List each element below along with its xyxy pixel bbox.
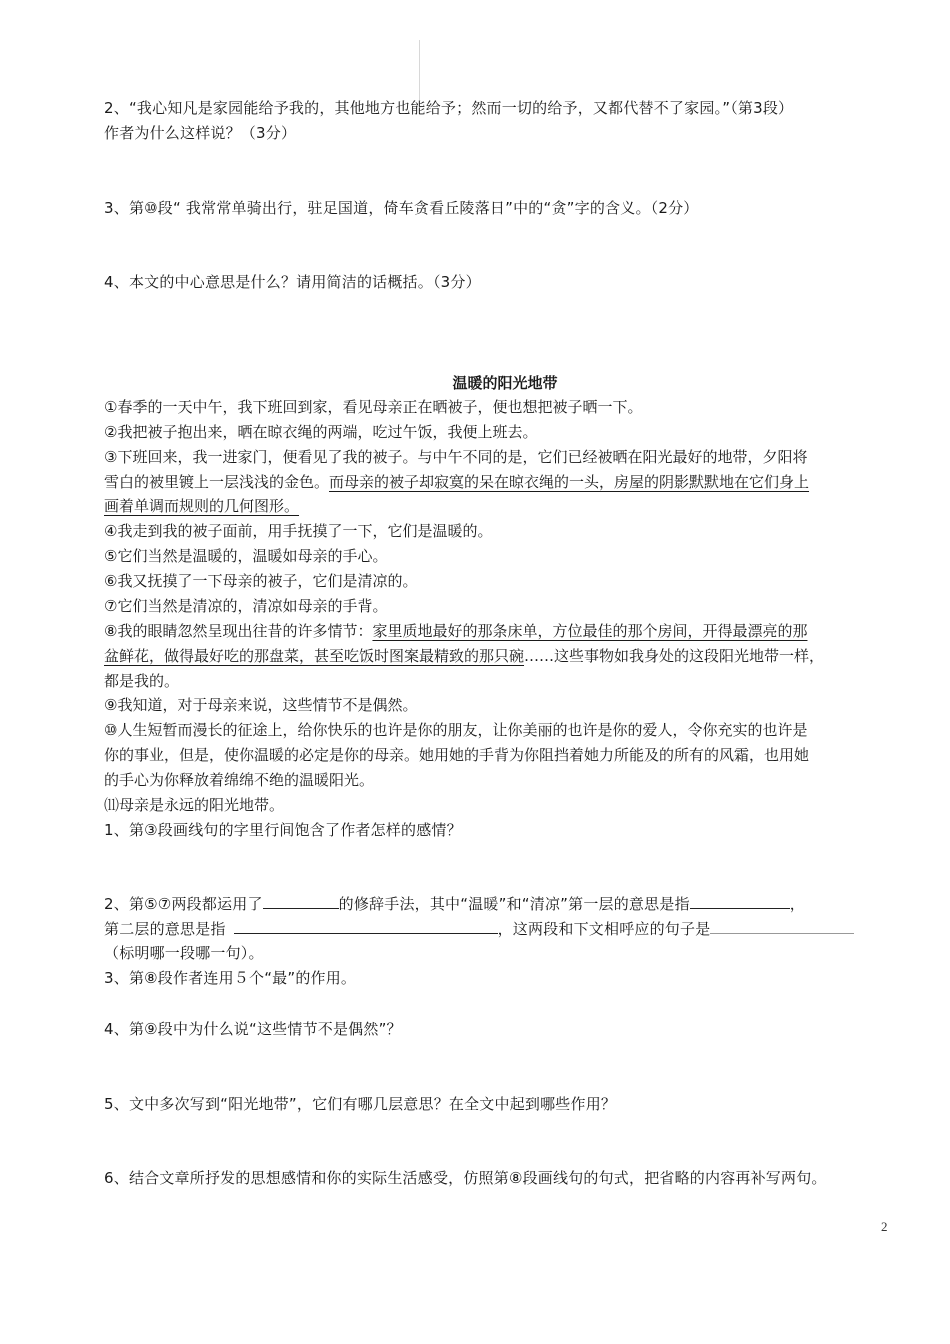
q2-text-d: 第二层的意思是指	[104, 920, 226, 938]
question-2-line-1: 2、“我心知凡是家园能给予我的，其他地方也能给予；然而一切的给予，又都代替不了家园。”（第3段）	[104, 99, 794, 117]
paragraph-2: ②我把被子抱出来，晒在晾衣绳的两端，吃过午饭，我便上班去。	[104, 423, 538, 441]
paragraph-3-text: 雪白的被里镀上一层浅浅的金色。	[104, 473, 330, 491]
page-number: 2	[881, 1219, 888, 1234]
paragraph-5: ⑤它们当然是温暖的，温暖如母亲的手心。	[104, 547, 388, 565]
article-question-4: 4、第⑨段中为什么说“这些情节不是偶然”？	[104, 1020, 402, 1038]
paragraph-6: ⑥我又抚摸了一下母亲的被子，它们是清凉的。	[104, 572, 418, 590]
paragraph-8-underlined-sentence-end: 盆鲜花，做得最好吃的那盘菜，甚至吃饭时图案最精致的那只碗	[104, 647, 525, 665]
paragraph-3-line-1: ③下班回来，我一进家门，便看见了我的被子。与中午不同的是，它们已经被晒在阳光最好的地带，夕阳将	[104, 448, 808, 466]
article-question-3: 3、第⑧段作者连用５个“最”的作用。	[104, 969, 357, 987]
paragraph-3-underlined-sentence-end: 画着单调而规则的几何图形。	[104, 497, 300, 515]
q2-text-a: 2、第⑤⑦两段都运用了	[104, 895, 263, 913]
paragraph-8-line-1	[104, 620, 896, 642]
article-question-2-line-2	[104, 918, 896, 940]
paragraph-10-line-3: 的手心为你释放着绵绵不绝的温暖阳光。	[104, 771, 375, 789]
paragraph-4: ④我走到我的被子面前，用手抚摸了一下，它们是温暖的。	[104, 522, 493, 540]
paragraph-9: ⑨我知道，对于母亲来说，这些情节不是偶然。	[104, 696, 418, 714]
q2-text-e: ，这两段和下文相呼应的句子是	[497, 920, 711, 938]
article-question-2-line-3: （标明哪一段哪一句）。	[104, 944, 264, 962]
fold-line	[419, 40, 420, 100]
article-question-6: 6、结合文章所抒发的思想感情和你的实际生活感受，仿照第⑧段画线句的句式，把省略的内容再补写两句。	[104, 1169, 827, 1187]
question-3: 3、第⑩段“ 我常常单骑出行，驻足国道，倚车贪看丘陵落日”中的“贪”字的含义。（2分）	[104, 199, 699, 217]
paragraph-8-text: ⑧我的眼睛忽然呈现出往昔的许多情节：	[104, 622, 373, 640]
article-question-5: 5、文中多次写到“阳光地带”，它们有哪几层意思？在全文中起到哪些作用？	[104, 1095, 617, 1113]
q2-text-c: ，	[789, 895, 805, 913]
paragraph-10-line-1: ⑩人生短暂而漫长的征途上，给你快乐的也许是你的朋友，让你美丽的也许是你的爱人，令你充实的也许是	[104, 721, 808, 739]
paragraph-8-line-2	[104, 645, 896, 667]
q2-text-b: 的修辞手法，其中“温暖”和“清凉”第一层的意思是指	[338, 895, 690, 913]
paragraph-7: ⑦它们当然是清凉的，清凉如母亲的手背。	[104, 597, 388, 615]
paragraph-11: ⑾母亲是永远的阳光地带。	[104, 796, 285, 814]
article-question-2-line-1	[104, 893, 896, 915]
paragraph-8-underlined-sentence: 家里质地最好的那条床单，方位最佳的那个房间，开得最漂亮的那	[372, 622, 808, 640]
paragraph-1: ①春季的一天中午，我下班回到家，看见母亲正在晒被子，便也想把被子晒一下。	[104, 398, 643, 416]
article-question-1: 1、第③段画线句的字里行间饱含了作者怎样的感情？	[104, 821, 462, 839]
answer-blank-second-meaning[interactable]	[234, 919, 498, 934]
paragraph-8-text-cont: ……这些事物如我身处的这段阳光地带一样，	[524, 647, 825, 665]
answer-blank-first-meaning[interactable]	[690, 894, 790, 909]
paragraph-3-line-2	[104, 471, 896, 493]
question-2-line-2: 作者为什么这样说？（3分）	[104, 124, 297, 142]
paragraph-3-underlined-sentence: 而母亲的被子却寂寞的呆在晾衣绳的一头，房屋的阴影默默地在它们身上	[329, 473, 810, 491]
paragraph-3-line-3	[104, 495, 896, 517]
paragraph-8-line-3: 都是我的。	[104, 672, 180, 690]
question-4: 4、本文的中心意思是什么？请用简洁的话概括。（3分）	[104, 273, 481, 291]
answer-blank-echo-sentence[interactable]	[710, 919, 854, 934]
article-title: 温暖的阳光地带	[452, 374, 558, 392]
paragraph-10-line-2: 你的事业，但是，使你温暖的必定是你的母亲。她用她的手背为你阻挡着她力所能及的所有的风霜，也用她	[104, 746, 810, 764]
answer-blank-rhetoric[interactable]	[263, 894, 339, 909]
